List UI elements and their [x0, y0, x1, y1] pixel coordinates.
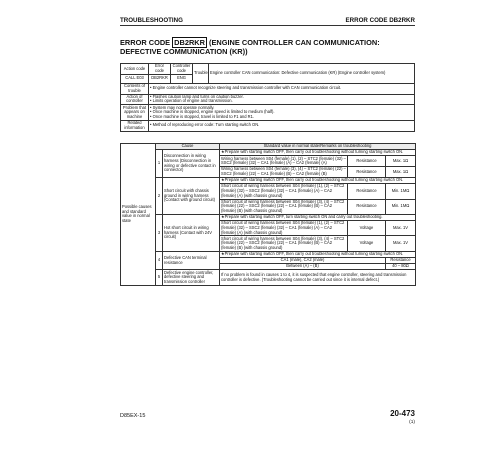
- check-item: Voltage: [348, 236, 386, 251]
- subtable-header-left: CA1 (male), CA2 (male): [220, 258, 386, 264]
- cause-text: Disconnection in wiring harness (Disconnection in wiring or defective contact in connector): [163, 150, 220, 178]
- row-text: • System may not operate normally. • Once machine is stopped, engine speed is limited to medium (half). • Once machine is stopped, travel is limited to F1 and R1.: [149, 105, 415, 120]
- header-error-code: Error code: [149, 64, 171, 75]
- cause-number: 1: [156, 150, 163, 178]
- check-value: Max. 1V: [386, 236, 416, 251]
- header-standard: Standard value in normal state/Remarks on troubleshooting: [220, 144, 416, 150]
- trouble-label: Trouble: [193, 64, 209, 84]
- error-code-value: DB2RKR: [149, 74, 171, 83]
- check-item: Voltage: [348, 221, 386, 236]
- check-desc: Wiring harness between S04 (female) (3), (4) – STC2 (female) (22) – SSC2 (female) (22) – CA1 (female) (B) – CA2 (female) (B): [221, 166, 346, 177]
- row-label: Action of controller: [121, 94, 149, 105]
- cause-text: Short circuit with chassis ground in wiring harness (Contact with ground circuit): [163, 177, 220, 214]
- check-desc: Short circuit of wiring harness between S04 (female) (3), (4) – STC2 (female) (22) – SSC2 (female) (22) – CA1 (female) (B) – CA2 (female) (B) (with chassis ground): [220, 199, 348, 214]
- check-item: Resistance: [348, 167, 386, 178]
- trouble-text: Engine controller CAN communication: Defective communication (KR) (Engine controller system): [209, 64, 415, 84]
- causes-side-label: Possible causes and standard value in normal state: [121, 144, 156, 286]
- header-rule: [120, 25, 415, 26]
- cause-number: 4: [156, 251, 163, 270]
- subtable-header-right: Resistance: [386, 258, 416, 264]
- check-item: Resistance: [348, 184, 386, 199]
- row-label: Contents of trouble: [121, 83, 149, 94]
- check-value: Max. 1V: [386, 221, 416, 236]
- prepare-note: ★Prepare with starting switch OFF, then carry out troubleshooting without turning starting switch ON.: [220, 150, 416, 156]
- prepare-note: ★Prepare with starting switch OFF, then carry out troubleshooting without turning starting switch ON.: [220, 251, 416, 257]
- check-value: Max. 1Ω: [386, 156, 416, 167]
- header-code: ERROR CODE DB2RKR: [345, 17, 415, 24]
- cause-number: 5: [156, 270, 163, 285]
- header-controller-code: Controller code: [171, 64, 193, 75]
- check-value: Max. 1Ω: [386, 167, 416, 178]
- header-section: TROUBLESHOOTING: [120, 17, 183, 24]
- prepare-note: ★Prepare with starting switch OFF, then carry out troubleshooting without turning starting switch ON.: [220, 177, 416, 183]
- check-value: Min. 1MΩ: [386, 199, 416, 214]
- row-text: • Flashes caution lamp and turns on caution buzzer. • Limits operation of engine and transmission.: [149, 94, 415, 105]
- error-info-table: [120, 63, 415, 132]
- page-title: [120, 38, 420, 56]
- cause-remark: If no problem is found in causes 1 to 4, it is suspected that engine controller, steering and transmission controller is defective. (Troubleshooting cannot be carried out since it is internal defect.): [220, 270, 416, 285]
- cause-number: 2: [156, 177, 163, 214]
- subtable-row-left: Between (A) – (B): [220, 264, 386, 270]
- cause-text: Hot short circuit in wiring harness (Contact with 24V circuit): [163, 214, 220, 251]
- causes-table: [120, 143, 416, 286]
- controller-code-value: ENG: [171, 74, 193, 83]
- row-label: Problem that appears on machine: [121, 105, 149, 120]
- check-desc: Wiring harness between S04 (female) (1), (2) – STC2 (female) (32) – SSC2 (female) (32) – CA1 (female) (A) – CA2 (female) (A): [221, 155, 346, 166]
- title-rest: (ENGINE CONTROLLER CAN COMMUNICATION: DEFECTIVE COMMUNICATION (KR)): [120, 38, 380, 56]
- check-item: Resistance: [348, 156, 386, 167]
- cause-text: Defective engine controller, defective steering and transmission controller: [163, 270, 220, 285]
- check-item: Resistance: [348, 199, 386, 214]
- check-desc: Short circuit of wiring harness between S04 (female) (3), (4) – STC2 (female) (22) – SSC2 (female) (22) – CA1 (female) (B) – CA2 (female) (B) (with chassis ground): [220, 236, 348, 251]
- row-label: Related information: [121, 120, 149, 131]
- footer-page-sub: (1): [409, 420, 415, 425]
- cause-number: 3: [156, 214, 163, 251]
- prepare-note: ★Prepare with starting switch OFF, turn starting switch ON and carry out troubleshooting.: [220, 214, 416, 220]
- title-prefix: ERROR CODE: [120, 38, 173, 47]
- title-code-box: DB2RKR: [174, 38, 205, 47]
- row-text: • Engine controller cannot recognize steering and transmission controller with CAN communication circuit.: [149, 83, 415, 94]
- row-text: • Method of reproducing error code: Turn starting switch ON.: [149, 120, 415, 131]
- check-value: Min. 1MΩ: [386, 184, 416, 199]
- check-desc: Short circuit of wiring harness between S04 (female) (1), (2) – STC2 (female) (32) – SSC2 (female) (32) – CA1 (female) (A) – CA2 (female) (A) (with chassis ground): [220, 221, 348, 236]
- footer-model: D85EX-15: [120, 413, 146, 419]
- header-cause: Cause: [156, 144, 220, 150]
- cause-text: Defective CAN terminal resistance: [163, 251, 220, 270]
- header-action-code: Action code: [121, 64, 149, 75]
- check-desc: Short circuit of wiring harness between S04 (female) (1), (2) – STC2 (female) (32) – SSC2 (female) (32) – CA1 (female) (A) – CA2 (female) (A) (with chassis ground): [220, 184, 348, 199]
- footer-page-number: 20-473: [390, 409, 415, 418]
- subtable-row-right: 40 – 80Ω: [386, 264, 416, 270]
- action-code-value: CALL E03: [121, 74, 149, 83]
